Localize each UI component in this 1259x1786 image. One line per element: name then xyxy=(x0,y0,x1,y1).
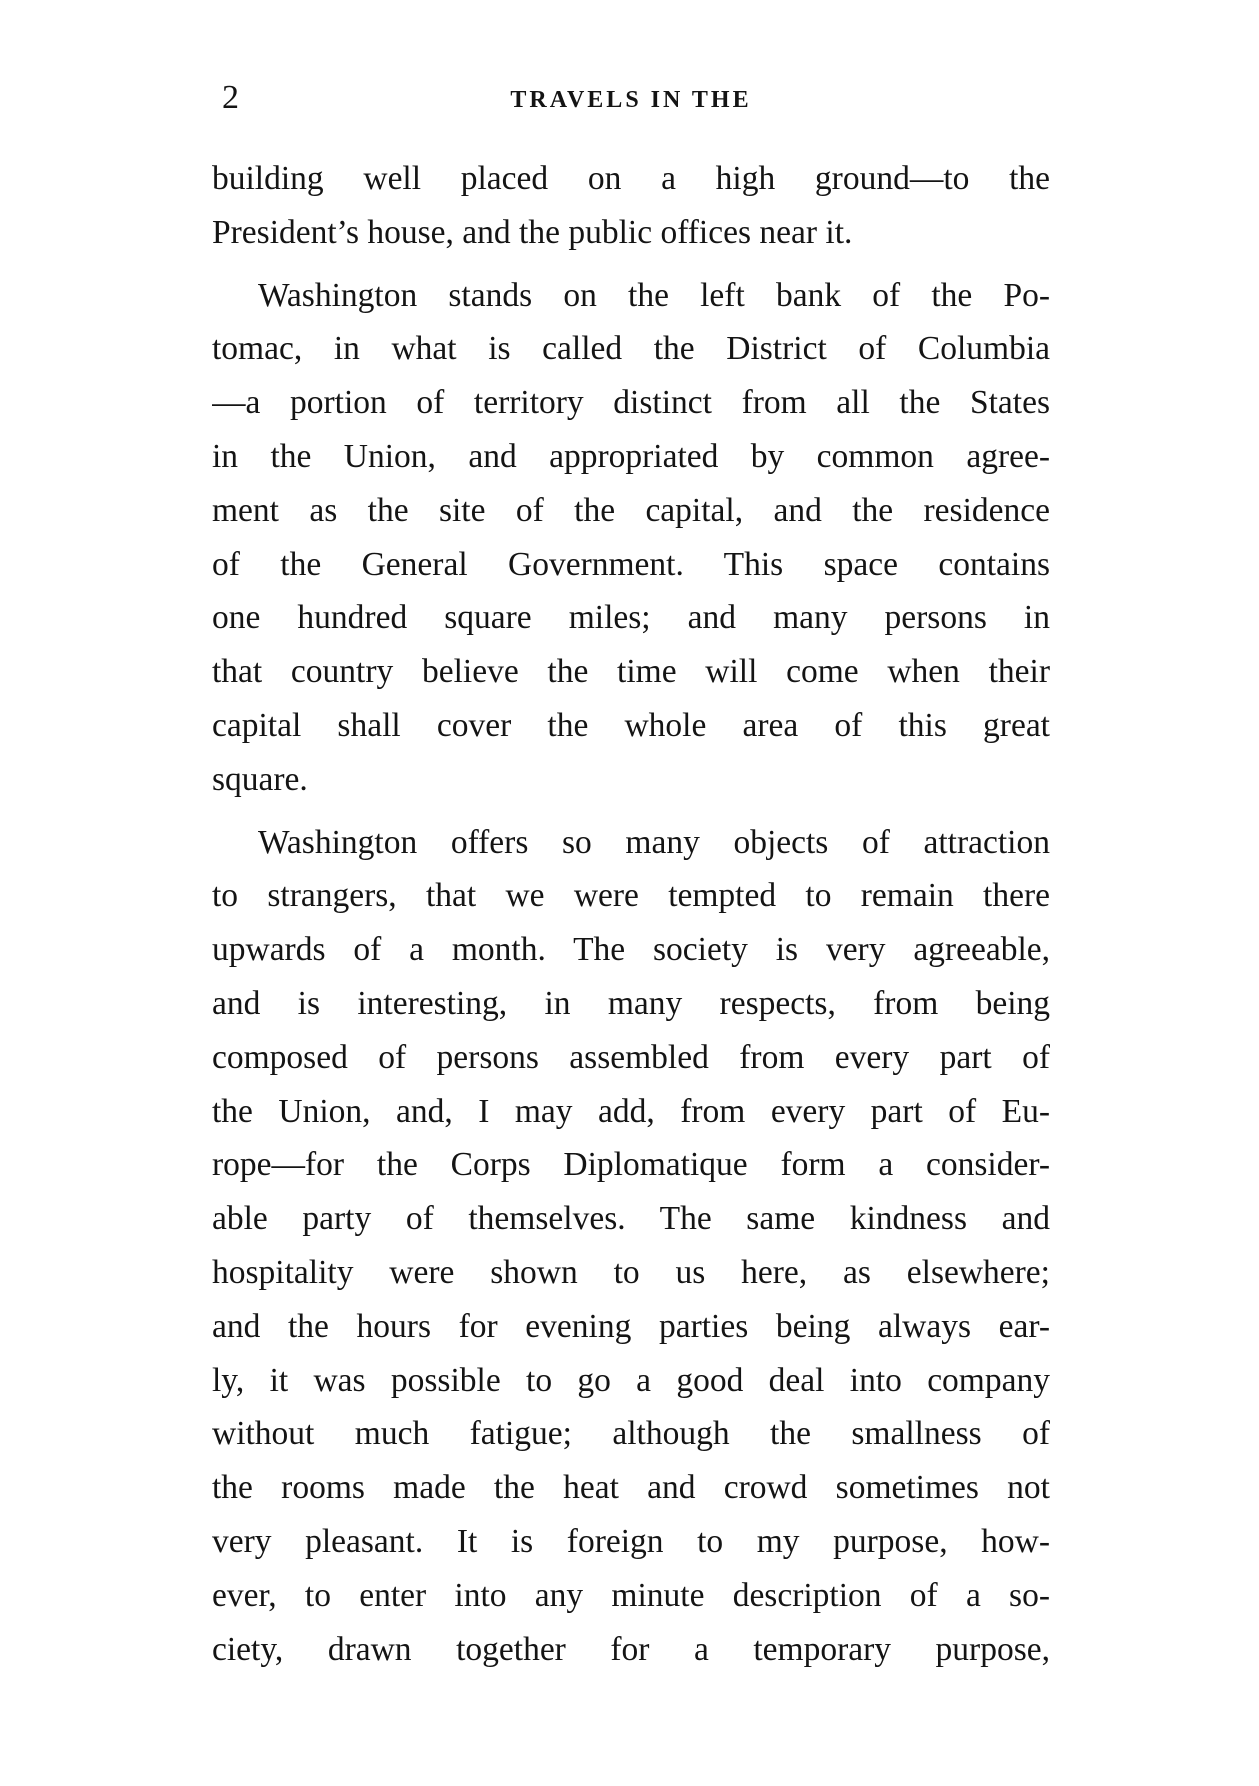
text-line: tomac, in what is called the District of Columbia xyxy=(212,330,1050,368)
paragraph xyxy=(212,152,1050,260)
text-line: hospitality were shown to us here, as elsewhere; xyxy=(212,1253,1050,1291)
text-line: that country believe the time will come when their xyxy=(212,653,1050,691)
text-line: Washington offers so many objects of attraction xyxy=(258,823,1050,861)
text-line: of the General Government. This space contains xyxy=(212,545,1050,583)
text-line: capital shall cover the whole area of this great xyxy=(212,706,1050,744)
paragraph xyxy=(212,816,1050,1677)
text-line: square. xyxy=(212,760,308,798)
text-line: upwards of a month. The society is very agreeable, xyxy=(212,931,1050,969)
text-line: to strangers, that we were tempted to remain there xyxy=(212,877,1050,915)
text-line: the rooms made the heat and crowd sometimes not xyxy=(212,1469,1050,1507)
text-line: in the Union, and appropriated by common agree- xyxy=(212,437,1050,475)
text-line: President’s house, and the public offices near it. xyxy=(212,213,853,251)
running-title: TRAVELS IN THE xyxy=(510,87,752,113)
running-head xyxy=(212,78,1050,118)
page-number: 2 xyxy=(222,79,239,116)
text-line: ment as the site of the capital, and the residence xyxy=(212,491,1050,529)
text-line: composed of persons assembled from every part of xyxy=(212,1038,1050,1076)
text-line: one hundred square miles; and many persons in xyxy=(212,599,1050,637)
text-line: building well placed on a high ground—to the xyxy=(212,160,1050,197)
text-line: able party of themselves. The same kindness and xyxy=(212,1200,1050,1238)
text-line: ly, it was possible to go a good deal into company xyxy=(212,1361,1050,1399)
text-line: ciety, drawn together for a temporary purpose, xyxy=(212,1630,1050,1668)
text-line: Washington stands on the left bank of the Po- xyxy=(258,276,1050,314)
text-line: and is interesting, in many respects, from being xyxy=(212,984,1050,1022)
text-line: and the hours for evening parties being always ear- xyxy=(212,1307,1050,1345)
paragraph xyxy=(212,269,1050,807)
text-line: without much fatigue; although the smallness of xyxy=(212,1415,1050,1453)
body-text xyxy=(212,152,1050,1676)
text-line: the Union, and, I may add, from every part of Eu- xyxy=(212,1092,1050,1130)
text-line: rope—for the Corps Diplomatique form a consider- xyxy=(212,1146,1050,1184)
text-line: very pleasant. It is foreign to my purpose, how- xyxy=(212,1522,1050,1560)
text-line: —a portion of territory distinct from all the States xyxy=(212,384,1050,422)
text-line: ever, to enter into any minute description of a so- xyxy=(212,1576,1050,1614)
